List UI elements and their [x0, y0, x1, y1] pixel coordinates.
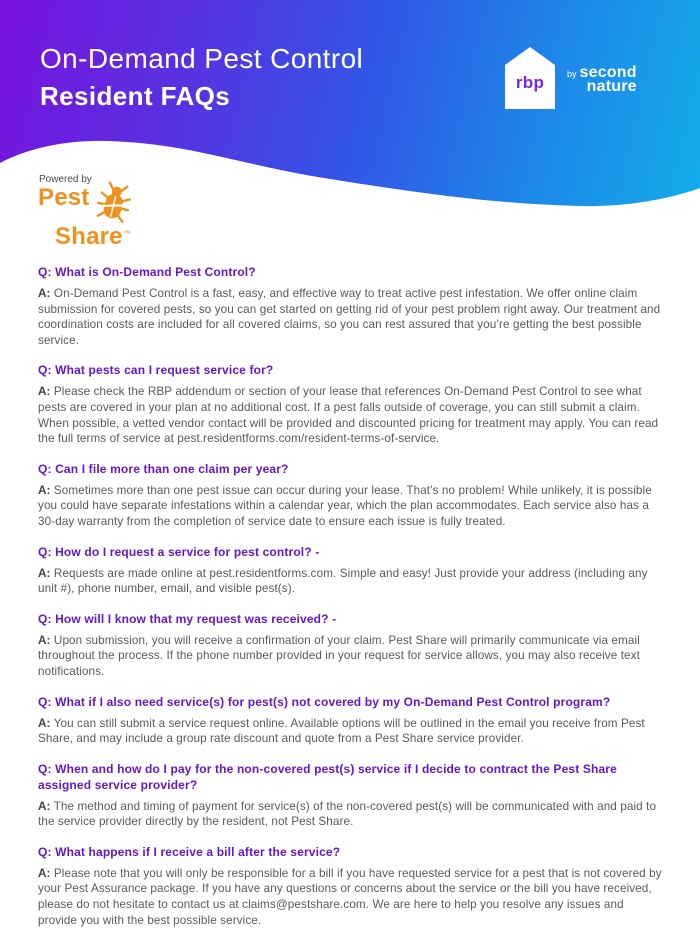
- faq-question: Q: What is On-Demand Pest Control?: [38, 265, 256, 279]
- faq-question: Q: What happens if I receive a bill after the service?: [38, 844, 341, 859]
- trademark-symbol: ™: [122, 229, 131, 238]
- answer-prefix: A:: [38, 799, 51, 813]
- pest-share-word-share: [55, 223, 132, 248]
- faq-item: [38, 362, 665, 446]
- faq-item: [38, 694, 665, 747]
- answer-text: Please check the RBP addendum or section of your lease that references On-Demand Pest Control to see what pests are covered in your plan at no additional cost. If a pest falls outside of coverage, you can still submit a claim. When possible, a vetted vendor contact will be provided and discounted pricing for treatment may apply. You can read the full terms of service at pest.residentforms.com/resident-terms-of-service.: [38, 385, 659, 446]
- answer-text: Sometimes more than one pest issue can occur during your lease. That’s no problem! While unlikely, it is possible you could have separate infestations within a calendar year, which the plan accommodates. Each service also has a 30-day warranty from the completion of service date to ensure each issue is fully treated.: [38, 483, 652, 528]
- brand-word-second: second: [579, 64, 637, 81]
- share-text: Share: [55, 223, 123, 250]
- faq-item: [38, 264, 665, 348]
- faq-item: [38, 611, 665, 680]
- answer-prefix: A:: [38, 566, 51, 580]
- brand-word-nature: nature: [586, 78, 637, 95]
- faq-answer: [38, 716, 665, 747]
- answer-text: Requests are made online at pest.residentforms.com. Simple and easy! Just provide your address (including any unit #), phone number, email, and visible pest(s).: [38, 566, 648, 596]
- document-subtitle: Resident FAQs: [40, 81, 231, 111]
- pest-share-logo: [38, 174, 132, 248]
- answer-text: The method and timing of payment for service(s) of the non-covered pest(s) will be communicated with and paid to the service provider directly by the resident, not Pest Share.: [38, 799, 657, 829]
- faq-answer: [38, 633, 665, 680]
- faq-answer: [38, 566, 665, 597]
- second-nature-wordmark: [580, 66, 637, 94]
- answer-text: On-Demand Pest Control is a fast, easy, and effective way to treat active pest infestation. We offer online claim submission for covered pests, so you can get started on getting rid of your pest problem right away. Our treatment and coordination costs are included for all covered claims, so you can rest assured that you’re getting the best possible service.: [38, 287, 661, 347]
- bug-icon: [96, 181, 132, 225]
- faq-answer: [38, 866, 665, 928]
- powered-by-label: Powered by: [39, 174, 92, 185]
- answer-prefix: A:: [38, 483, 51, 497]
- rbp-logo-text: rbp: [515, 73, 545, 92]
- faq-question: Q: How do I request a service for pest control? -: [38, 544, 320, 559]
- faq-question: Q: What pests can I request service for?: [38, 363, 274, 378]
- faq-list: [0, 232, 700, 928]
- faq-question: Q: What if I also need service(s) for pest(s) not covered by my On-Demand Pest Control program?: [38, 694, 611, 709]
- faq-answer: [38, 483, 665, 530]
- faq-item: [38, 461, 665, 530]
- faq-answer: [38, 286, 665, 348]
- faq-item: [38, 544, 665, 597]
- answer-prefix: A:: [38, 287, 51, 300]
- faq-answer: [38, 384, 665, 446]
- faq-answer: [38, 799, 665, 830]
- answer-text: You can still submit a service request online. Available options will be outlined in the email you receive from Pest Share, and may include a group rate discount and quote from a Pest Share service provider.: [38, 716, 645, 746]
- faq-question: Q: When and how do I pay for the non-covered pest(s) service if I decide to contract the Pest Share assigned service provider?: [38, 761, 617, 792]
- answer-text: Upon submission, you will receive a confirmation of your claim. Pest Share will primarily communicate via email throughout the process. If the phone number provided in your request for service allows, you may also receive text notifications.: [38, 633, 640, 678]
- answer-prefix: A:: [38, 716, 51, 730]
- by-label: by: [567, 69, 577, 79]
- answer-text: Please note that you will only be responsible for a bill if you have requested service for a pest that is not covered by your Pest Assurance package. If you have any questions or concerns about the service or the bill you have received, please do not hesitate to contact us at claims@pestshare.com. We are here to help you resolve any issues and provide you with the best possible service.: [38, 866, 662, 927]
- faq-item: [38, 761, 665, 830]
- document-title: On-Demand Pest Control: [40, 43, 364, 74]
- answer-prefix: A:: [38, 866, 51, 880]
- answer-prefix: A:: [38, 385, 51, 399]
- answer-prefix: A:: [38, 633, 51, 647]
- second-nature-logo: [567, 66, 637, 94]
- rbp-logo: [503, 47, 557, 111]
- page-title: [40, 42, 363, 112]
- faq-question: Q: How will I know that my request was received? -: [38, 611, 337, 626]
- faq-item: [38, 844, 665, 928]
- pest-share-word-pest: Pest: [38, 184, 90, 211]
- faq-question: Q: Can I file more than one claim per year?: [38, 461, 289, 476]
- header-banner: [0, 0, 700, 250]
